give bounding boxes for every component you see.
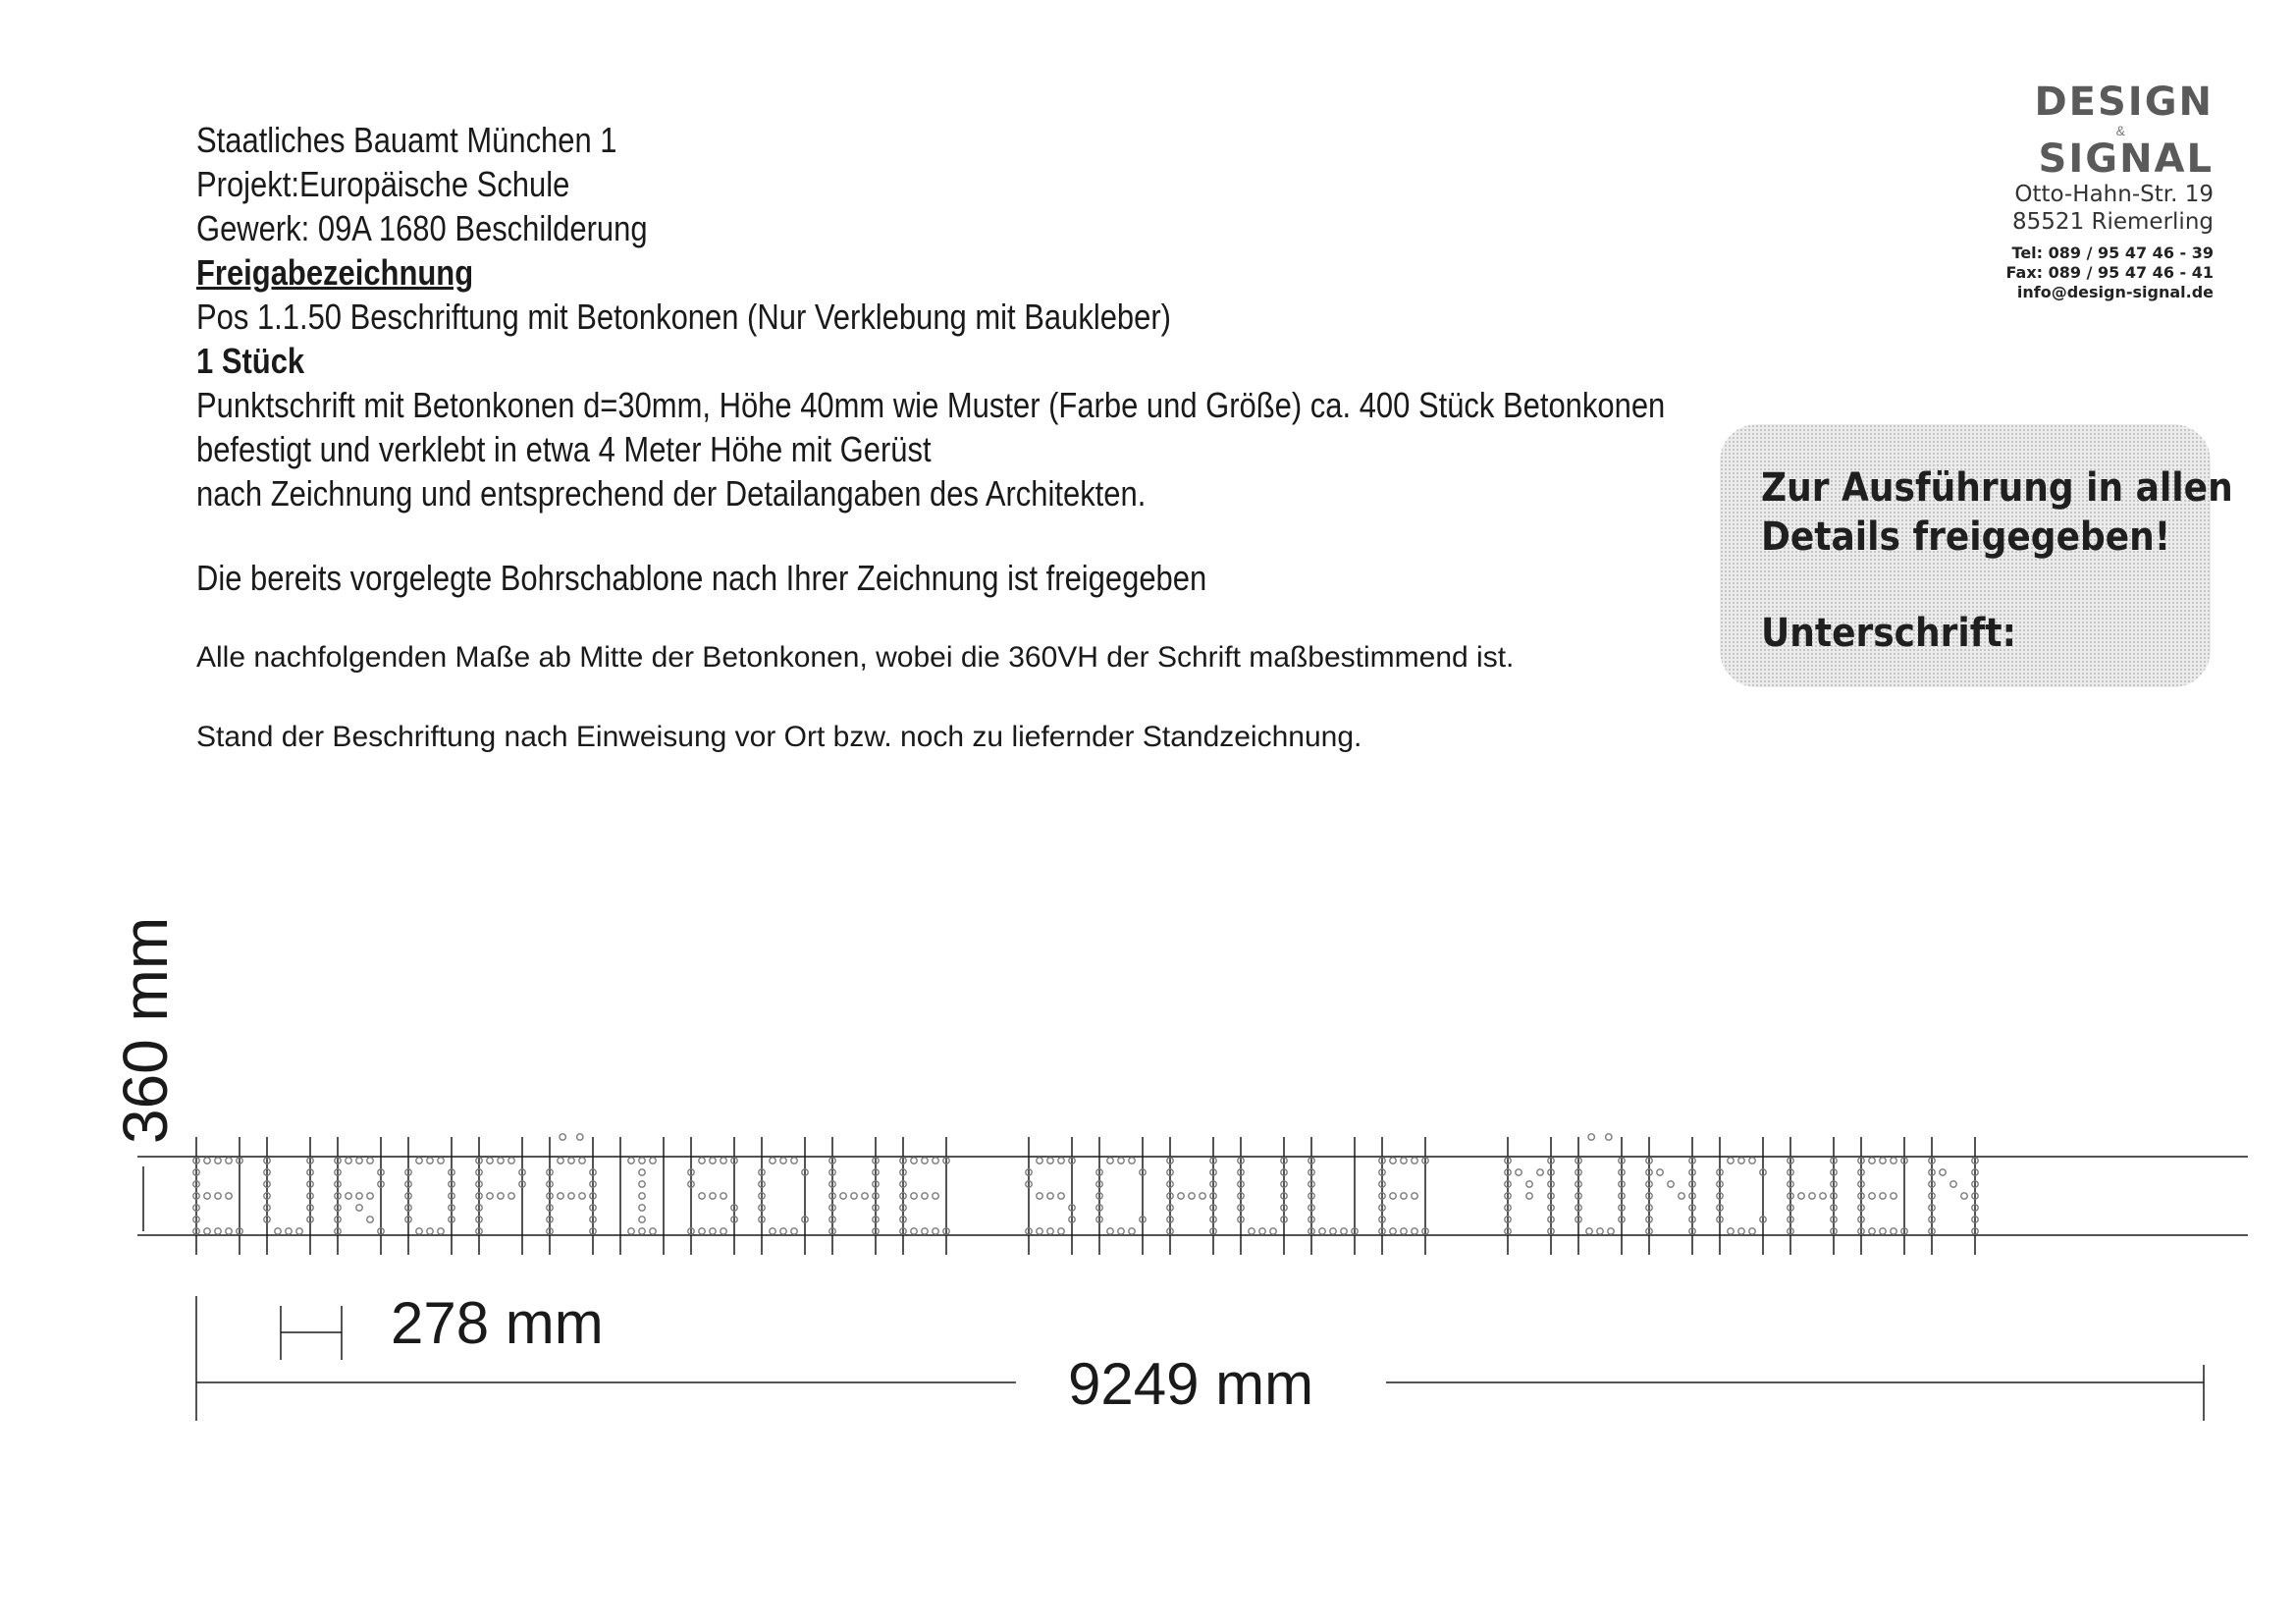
position-line: Pos 1.1.50 Beschriftung mit Betonkonen (Nur Verklebung mit Baukleber) [196, 297, 1171, 337]
betonkonus-dot [558, 1158, 563, 1164]
betonkonus-dot [1058, 1158, 1064, 1164]
betonkonus-dot [1341, 1228, 1347, 1234]
logo-tel: Tel: 089 / 95 47 46 - 39 [2011, 244, 2214, 262]
betonkonus-dot [215, 1228, 221, 1234]
betonkonus-dot [639, 1205, 645, 1211]
betonkonus-dot [933, 1228, 938, 1234]
betonkonus-dot [639, 1217, 645, 1222]
betonkonus-dot [558, 1193, 563, 1199]
betonkonus-dot [1880, 1158, 1886, 1164]
betonkonus-dot [498, 1193, 504, 1199]
betonkonus-dot [1107, 1228, 1113, 1234]
betonkonus-dot [1809, 1193, 1815, 1199]
betonkonus-dot [226, 1158, 232, 1164]
betonkonus-dot [579, 1193, 585, 1199]
betonkonus-dot [204, 1193, 210, 1199]
betonkonus-dot [416, 1228, 422, 1234]
betonkonus-dot [721, 1228, 726, 1234]
betonkonus-dot [933, 1158, 938, 1164]
betonkonus-dot [1270, 1228, 1276, 1234]
betonkonus-dot [356, 1205, 362, 1211]
betonkonus-dot [1526, 1193, 1532, 1199]
betonkonus-dot [1107, 1158, 1113, 1164]
betonkonus-dot [851, 1193, 857, 1199]
betonkonus-dot [346, 1158, 351, 1164]
betonkonus-dot [498, 1158, 504, 1164]
betonkonus-dot [933, 1193, 938, 1199]
betonkonus-dot [568, 1158, 574, 1164]
betonkonus-dot [1037, 1228, 1042, 1234]
betonkonus-dot [650, 1158, 656, 1164]
betonkonus-dot [427, 1228, 433, 1234]
betonkonus-dot [1880, 1193, 1886, 1199]
betonkonus-dot [1037, 1193, 1042, 1199]
betonkonus-dot [1588, 1134, 1594, 1140]
betonkonus-dot [1319, 1228, 1325, 1234]
betonkonus-dot [1728, 1158, 1734, 1164]
betonkonus-dot [628, 1228, 634, 1234]
betonkonus-dot [1869, 1228, 1875, 1234]
betonkonus-dot [367, 1193, 373, 1199]
betonkonus-dot [911, 1193, 917, 1199]
betonkonus-dot [1738, 1228, 1744, 1234]
betonkonus-dot [1058, 1193, 1064, 1199]
betonkonus-dot [1749, 1228, 1755, 1234]
betonkonus-dot [721, 1193, 726, 1199]
betonkonus-dot [1118, 1228, 1124, 1234]
drawing-dots [193, 1134, 1978, 1234]
betonkonus-dot [226, 1228, 232, 1234]
betonkonus-dot [204, 1228, 210, 1234]
betonkonus-dot [1178, 1193, 1184, 1199]
template-note: Die bereits vorgelegte Bohrschablone nach Ihrer Zeichnung ist freigegeben [196, 558, 1207, 598]
logo-city: 85521 Riemerling [2012, 209, 2214, 235]
betonkonus-dot [1728, 1228, 1734, 1234]
description-line-1: Punktschrift mit Betonkonen d=30mm, Höhe 40mm wie Muster (Farbe und Größe) ca. 400 Stück Betonkonen [196, 385, 1666, 425]
office-name: Staatliches Bauamt München 1 [196, 120, 617, 160]
logo-email: info@design-signal.de [2016, 283, 2214, 301]
betonkonus-dot [1037, 1158, 1042, 1164]
betonkonus-dot [1679, 1193, 1684, 1199]
betonkonus-dot [579, 1158, 585, 1164]
betonkonus-dot [1891, 1193, 1896, 1199]
betonkonus-dot [1058, 1228, 1064, 1234]
betonkonus-dot [1608, 1228, 1614, 1234]
betonkonus-dot [275, 1228, 281, 1234]
betonkonus-dot [639, 1228, 645, 1234]
betonkonus-dot [1129, 1158, 1135, 1164]
betonkonus-dot [1390, 1193, 1396, 1199]
betonkonus-dot [367, 1158, 373, 1164]
trade-name: Gewerk: 09A 1680 Beschilderung [196, 208, 648, 248]
betonkonus-dot [367, 1217, 373, 1222]
betonkonus-dot [911, 1158, 917, 1164]
betonkonus-dot [1820, 1193, 1826, 1199]
betonkonus-dot [1869, 1158, 1875, 1164]
betonkonus-dot [639, 1169, 645, 1175]
betonkonus-dot [840, 1193, 846, 1199]
document-title: Freigabezeichnung [196, 252, 474, 293]
betonkonus-dot [922, 1158, 928, 1164]
betonkonus-dot [1412, 1193, 1417, 1199]
betonkonus-dot [1657, 1169, 1663, 1175]
betonkonus-dot [1249, 1228, 1255, 1234]
total-length-dimension-label: 9249 mm [1068, 1351, 1314, 1417]
betonkonus-dot [1869, 1193, 1875, 1199]
betonkonus-dot [1118, 1158, 1124, 1164]
betonkonus-dot [438, 1228, 444, 1234]
betonkonus-dot [215, 1158, 221, 1164]
betonkonus-dot [286, 1228, 292, 1234]
signature-label: Unterschrift: [1761, 611, 2017, 656]
betonkonus-dot [204, 1158, 210, 1164]
betonkonus-dot [1597, 1228, 1603, 1234]
betonkonus-dot [699, 1193, 705, 1199]
betonkonus-dot [296, 1228, 302, 1234]
measure-note: Alle nachfolgenden Maße ab Mitte der Betonkonen, wobei die 360VH der Schrift maßbestimmend ist. [196, 641, 1515, 674]
betonkonus-dot [560, 1134, 565, 1140]
betonkonus-dot [1950, 1181, 1956, 1187]
betonkonus-dot [1047, 1158, 1053, 1164]
betonkonus-dot [791, 1158, 797, 1164]
betonkonus-dot [628, 1158, 634, 1164]
betonkonus-dot [1200, 1193, 1205, 1199]
quantity-line: 1 Stück [196, 341, 305, 381]
betonkonus-dot [699, 1158, 705, 1164]
betonkonus-dot [438, 1158, 444, 1164]
betonkonus-dot [226, 1193, 232, 1199]
betonkonus-dot [1738, 1158, 1744, 1164]
betonkonus-dot [1586, 1228, 1592, 1234]
betonkonus-dot [1961, 1193, 1967, 1199]
betonkonus-dot [770, 1158, 775, 1164]
betonkonus-dot [346, 1193, 351, 1199]
betonkonus-dot [1390, 1158, 1396, 1164]
betonkonus-dot [1749, 1158, 1755, 1164]
betonkonus-dot [356, 1158, 362, 1164]
betonkonus-dot [1047, 1228, 1053, 1234]
betonkonus-dot [639, 1193, 645, 1199]
betonkonus-dot [487, 1158, 493, 1164]
logo-fax: Fax: 089 / 95 47 46 - 41 [2005, 263, 2214, 282]
height-dimension-label: 360 mm [110, 916, 181, 1144]
betonkonus-dot [427, 1158, 433, 1164]
approval-line-1: Zur Ausführung in allen [1761, 465, 2233, 511]
betonkonus-dot [1129, 1228, 1135, 1234]
betonkonus-dot [1390, 1228, 1396, 1234]
betonkonus-dot [1259, 1228, 1265, 1234]
betonkonus-dot [1668, 1181, 1674, 1187]
betonkonus-dot [508, 1158, 514, 1164]
betonkonus-dot [710, 1193, 716, 1199]
betonkonus-dot [568, 1193, 574, 1199]
betonkonus-dot [650, 1228, 656, 1234]
betonkonus-dot [1412, 1158, 1417, 1164]
betonkonus-dot [639, 1158, 645, 1164]
betonkonus-dot [1189, 1193, 1195, 1199]
description-line-3: nach Zeichnung und entsprechend der Detailangaben des Architekten. [196, 473, 1147, 514]
betonkonus-dot [780, 1158, 786, 1164]
betonkonus-dot [1401, 1228, 1407, 1234]
betonkonus-dot [922, 1228, 928, 1234]
betonkonus-dot [699, 1228, 705, 1234]
betonkonus-dot [710, 1228, 716, 1234]
betonkonus-dot [862, 1193, 868, 1199]
betonkonus-dot [1891, 1158, 1896, 1164]
betonkonus-dot [577, 1134, 583, 1140]
betonkonus-dot [791, 1228, 797, 1234]
logo-ampersand: & [2115, 123, 2125, 138]
logo-design-word: DESIGN [2034, 80, 2214, 125]
betonkonus-dot [1047, 1193, 1053, 1199]
description-line-2: befestigt und verklebt in etwa 4 Meter Höhe mit Gerüst [196, 429, 932, 469]
betonkonus-dot [639, 1181, 645, 1187]
betonkonus-dot [721, 1158, 726, 1164]
betonkonus-dot [356, 1193, 362, 1199]
betonkonus-dot [770, 1228, 775, 1234]
betonkonus-dot [508, 1193, 514, 1199]
betonkonus-dot [487, 1193, 493, 1199]
betonkonus-dot [1516, 1169, 1522, 1175]
betonkonus-dot [1537, 1169, 1543, 1175]
betonkonus-dot [1940, 1169, 1946, 1175]
logo-street: Otto-Hahn-Str. 19 [2014, 182, 2214, 207]
betonkonus-dot [1880, 1228, 1886, 1234]
letter-width-dimension-label: 278 mm [391, 1290, 604, 1356]
betonkonus-dot [1526, 1181, 1532, 1187]
betonkonus-dot [922, 1193, 928, 1199]
betonkonus-dot [780, 1228, 786, 1234]
betonkonus-dot [1401, 1158, 1407, 1164]
betonkonus-dot [416, 1158, 422, 1164]
betonkonus-dot [1606, 1134, 1612, 1140]
betonkonus-dot [1798, 1193, 1804, 1199]
betonkonus-dot [1412, 1228, 1417, 1234]
approval-line-2: Details freigegeben! [1761, 514, 2171, 560]
logo-signal-word: SIGNAL [2038, 136, 2214, 182]
betonkonus-dot [710, 1158, 716, 1164]
project-name: Projekt:Europäische Schule [196, 164, 570, 204]
betonkonus-dot [911, 1228, 917, 1234]
position-note: Stand der Beschriftung nach Einweisung vor Ort bzw. noch zu liefernder Standzeichnung. [196, 721, 1362, 753]
betonkonus-dot [215, 1193, 221, 1199]
betonkonus-dot [1401, 1193, 1407, 1199]
betonkonus-dot [1330, 1228, 1336, 1234]
betonkonus-dot [1891, 1228, 1896, 1234]
